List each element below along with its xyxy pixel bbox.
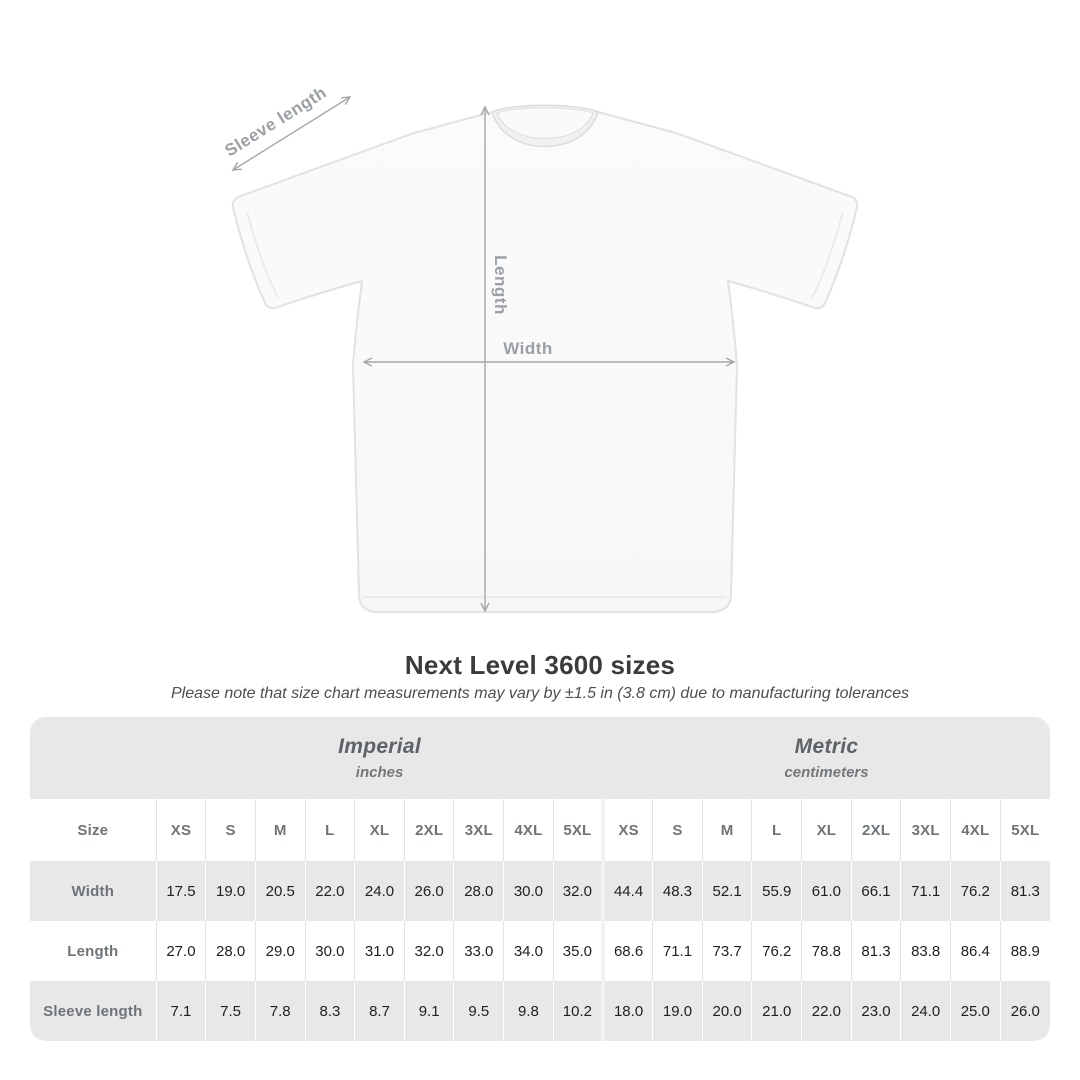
cell-value: 68.6 [603,921,653,981]
page-title: Next Level 3600 sizes [404,650,676,680]
cell-value: 17.5 [156,861,206,921]
cell-value: 73.7 [702,921,752,981]
size-col-header: 5XL [1000,799,1050,861]
cell-value: 22.0 [305,861,355,921]
size-col-header: 2XL [851,799,901,861]
cell-value: 9.1 [404,981,454,1041]
cell-value: 52.1 [702,861,752,921]
metric-section-header [603,717,1050,799]
cell-value: 25.0 [950,981,1000,1041]
size-chart [30,717,1050,1041]
size-col-header: 5XL [553,799,603,861]
cell-value: 44.4 [603,861,653,921]
cell-value: 88.9 [1000,921,1050,981]
cell-value: 28.0 [206,921,256,981]
size-chart-table [30,717,1050,1041]
cell-value: 30.0 [305,921,355,981]
sleeve-length-row [30,981,1050,1041]
size-col-header: XL [802,799,852,861]
size-col-header: S [653,799,703,861]
cell-value: 28.0 [454,861,504,921]
size-header-row [30,799,1050,861]
cell-value: 8.7 [355,981,405,1041]
cell-value: 21.0 [752,981,802,1041]
cell-value: 86.4 [950,921,1000,981]
size-col-header: XS [156,799,206,861]
metric-title: Metric [794,735,859,758]
cell-value: 22.0 [802,981,852,1041]
size-col-header: 4XL [950,799,1000,861]
size-col-header: S [206,799,256,861]
band-corner [30,717,156,799]
cell-value: 31.0 [355,921,405,981]
cell-value: 61.0 [802,861,852,921]
size-col-header: M [255,799,305,861]
imperial-section-header [156,717,603,799]
cell-value: 7.5 [206,981,256,1041]
cell-value: 71.1 [653,921,703,981]
cell-value: 66.1 [851,861,901,921]
length-measure-label: Length [491,255,510,315]
cell-value: 19.0 [206,861,256,921]
row-label: Length [30,921,156,981]
size-col-header: L [752,799,802,861]
cell-value: 48.3 [653,861,703,921]
cell-value: 8.3 [305,981,355,1041]
cell-value: 81.3 [851,921,901,981]
cell-value: 33.0 [454,921,504,981]
sleeve-length-measure-label: Sleeve length [221,82,331,161]
metric-unit: centimeters [784,764,869,781]
cell-value: 9.5 [454,981,504,1041]
cell-value: 7.1 [156,981,206,1041]
size-corner-label: Size [30,799,156,861]
cell-value: 32.0 [404,921,454,981]
unit-band-row [30,717,1050,799]
cell-value: 23.0 [851,981,901,1041]
width-measure-label: Width [503,339,553,358]
cell-value: 35.0 [553,921,603,981]
tshirt-silhouette [233,106,858,612]
size-col-header: XS [603,799,653,861]
cell-value: 24.0 [355,861,405,921]
length-row [30,921,1050,981]
size-col-header: L [305,799,355,861]
size-col-header: 2XL [404,799,454,861]
size-col-header: 3XL [454,799,504,861]
cell-value: 18.0 [603,981,653,1041]
row-label: Width [30,861,156,921]
cell-value: 19.0 [653,981,703,1041]
size-col-header: 4XL [504,799,554,861]
size-col-header: XL [355,799,405,861]
cell-value: 76.2 [752,921,802,981]
cell-value: 20.0 [702,981,752,1041]
cell-value: 26.0 [404,861,454,921]
cell-value: 71.1 [901,861,951,921]
cell-value: 76.2 [950,861,1000,921]
cell-value: 30.0 [504,861,554,921]
row-label: Sleeve length [30,981,156,1041]
tolerance-note: Please note that size chart measurements may vary by ±1.5 in (3.8 cm) due to manufacturing tolerances [170,685,910,702]
size-col-header: 3XL [901,799,951,861]
cell-value: 27.0 [156,921,206,981]
imperial-title: Imperial [338,735,422,758]
cell-value: 29.0 [255,921,305,981]
cell-value: 20.5 [255,861,305,921]
width-row [30,861,1050,921]
cell-value: 26.0 [1000,981,1050,1041]
size-col-header: M [702,799,752,861]
cell-value: 34.0 [504,921,554,981]
cell-value: 10.2 [553,981,603,1041]
cell-value: 78.8 [802,921,852,981]
cell-value: 81.3 [1000,861,1050,921]
imperial-unit: inches [355,764,404,781]
cell-value: 55.9 [752,861,802,921]
cell-value: 9.8 [504,981,554,1041]
cell-value: 24.0 [901,981,951,1041]
cell-value: 83.8 [901,921,951,981]
cell-value: 7.8 [255,981,305,1041]
cell-value: 32.0 [553,861,603,921]
